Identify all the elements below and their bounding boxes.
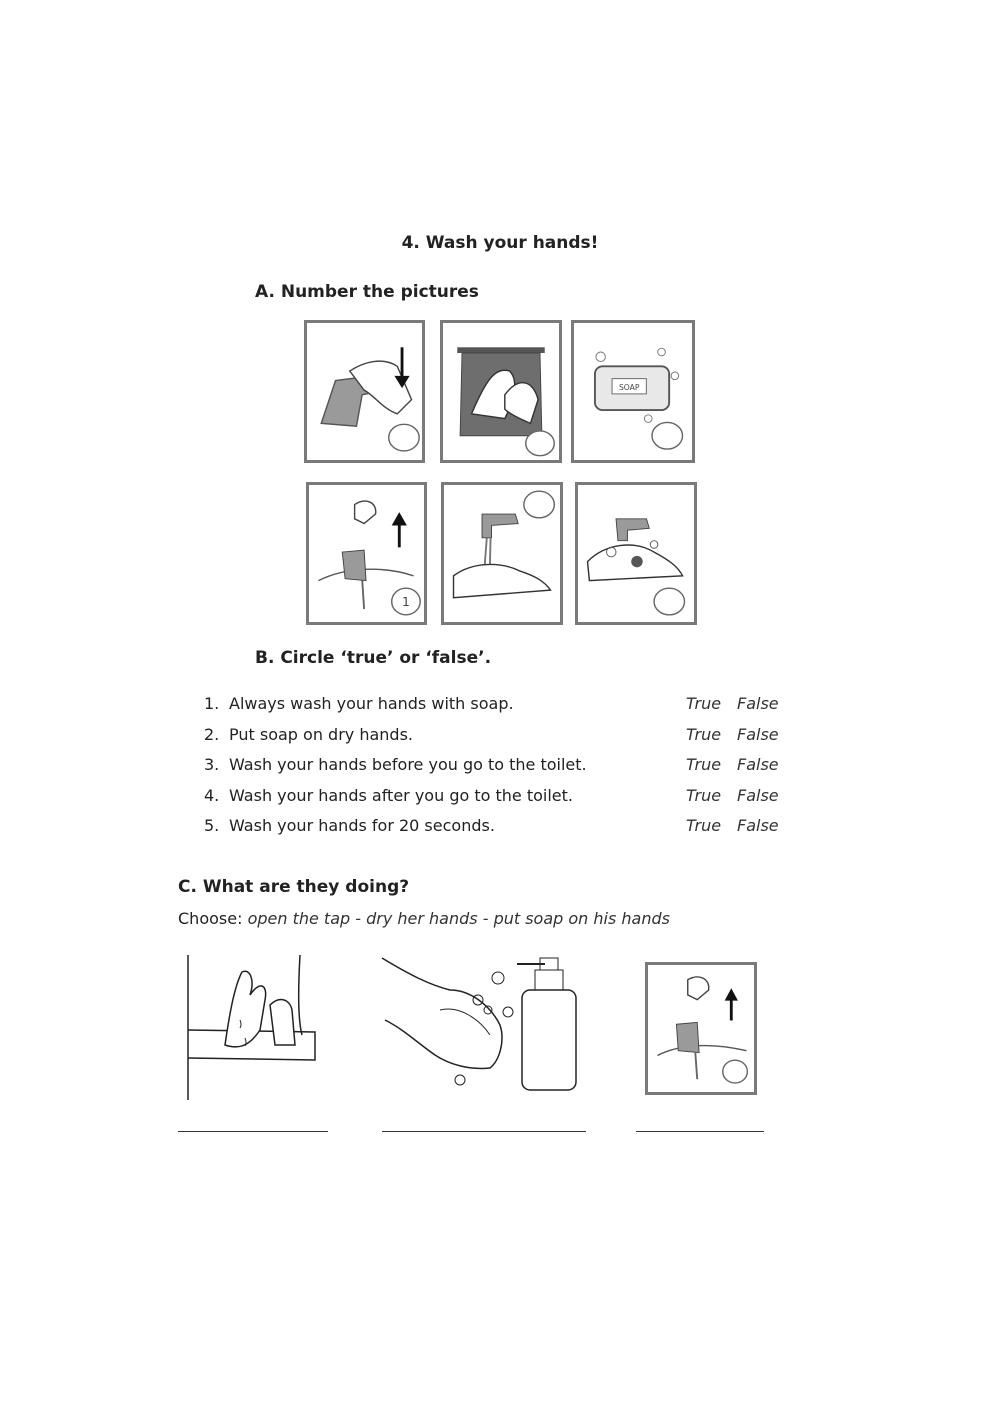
false-option[interactable]: False bbox=[737, 694, 779, 713]
rinse-hands-illustration bbox=[444, 485, 560, 622]
choose-label: Choose: bbox=[178, 909, 243, 928]
dry-her-hands-illustration bbox=[180, 950, 340, 1105]
true-option[interactable]: True bbox=[686, 786, 722, 805]
picture-dry-hands bbox=[440, 320, 562, 463]
picture-soap bbox=[571, 320, 695, 463]
answer-line-1[interactable] bbox=[178, 1131, 328, 1132]
choose-line bbox=[178, 909, 670, 928]
statement-row bbox=[204, 755, 784, 779]
statement-number: 1. bbox=[204, 694, 220, 713]
soap-illustration bbox=[574, 323, 692, 460]
statement-number: 4. bbox=[204, 786, 220, 805]
answer-line-2[interactable] bbox=[382, 1131, 586, 1132]
picture-number: 1 bbox=[402, 595, 410, 610]
statement-row bbox=[204, 725, 784, 749]
statement-number: 2. bbox=[204, 725, 220, 744]
true-option[interactable]: True bbox=[686, 755, 722, 774]
statement-text: Wash your hands before you go to the toilet. bbox=[229, 755, 587, 774]
statement-row bbox=[204, 786, 784, 810]
picture-dry-her-hands bbox=[180, 950, 340, 1105]
false-option[interactable]: False bbox=[737, 786, 779, 805]
soap-label: SOAP bbox=[618, 383, 640, 393]
picture-rinse-hands bbox=[441, 482, 563, 625]
statement-number: 3. bbox=[204, 755, 220, 774]
statement-row bbox=[204, 694, 784, 718]
number-circle[interactable] bbox=[524, 491, 554, 518]
statement-number: 5. bbox=[204, 816, 220, 835]
open-the-tap-illustration bbox=[648, 965, 754, 1092]
worksheet-title: 4. Wash your hands! bbox=[401, 233, 599, 253]
false-option[interactable]: False bbox=[737, 755, 779, 774]
statement-text: Always wash your hands with soap. bbox=[229, 694, 514, 713]
number-circle[interactable] bbox=[526, 431, 555, 456]
picture-open-the-tap bbox=[645, 962, 757, 1095]
number-circle[interactable] bbox=[652, 422, 682, 449]
open-tap-illustration bbox=[309, 485, 424, 622]
true-option[interactable]: True bbox=[686, 725, 722, 744]
statement-text: Put soap on dry hands. bbox=[229, 725, 414, 744]
number-circle[interactable] bbox=[654, 588, 684, 615]
number-circle[interactable] bbox=[389, 424, 419, 451]
dry-hands-illustration bbox=[443, 323, 559, 460]
section-b-heading: B. Circle ‘true’ or ‘false’. bbox=[255, 648, 492, 668]
section-a-heading: A. Number the pictures bbox=[255, 282, 479, 302]
scrub-hands-illustration bbox=[578, 485, 694, 622]
section-c-heading: C. What are they doing? bbox=[178, 877, 410, 897]
answer-line-3[interactable] bbox=[636, 1131, 764, 1132]
close-tap-illustration bbox=[307, 323, 422, 460]
picture-scrub-hands bbox=[575, 482, 697, 625]
choose-options: open the tap - dry her hands - put soap on his hands bbox=[247, 909, 670, 928]
picture-close-tap bbox=[304, 320, 425, 463]
false-option[interactable]: False bbox=[737, 816, 779, 835]
picture-soap-on-hands bbox=[380, 950, 580, 1100]
true-option[interactable]: True bbox=[686, 816, 722, 835]
soap-on-hands-illustration bbox=[380, 950, 580, 1100]
statement-row bbox=[204, 816, 784, 840]
statement-text: Wash your hands for 20 seconds. bbox=[229, 816, 495, 835]
true-option[interactable]: True bbox=[686, 694, 722, 713]
false-option[interactable]: False bbox=[737, 725, 779, 744]
picture-open-tap bbox=[306, 482, 427, 625]
statement-text: Wash your hands after you go to the toilet. bbox=[229, 786, 573, 805]
